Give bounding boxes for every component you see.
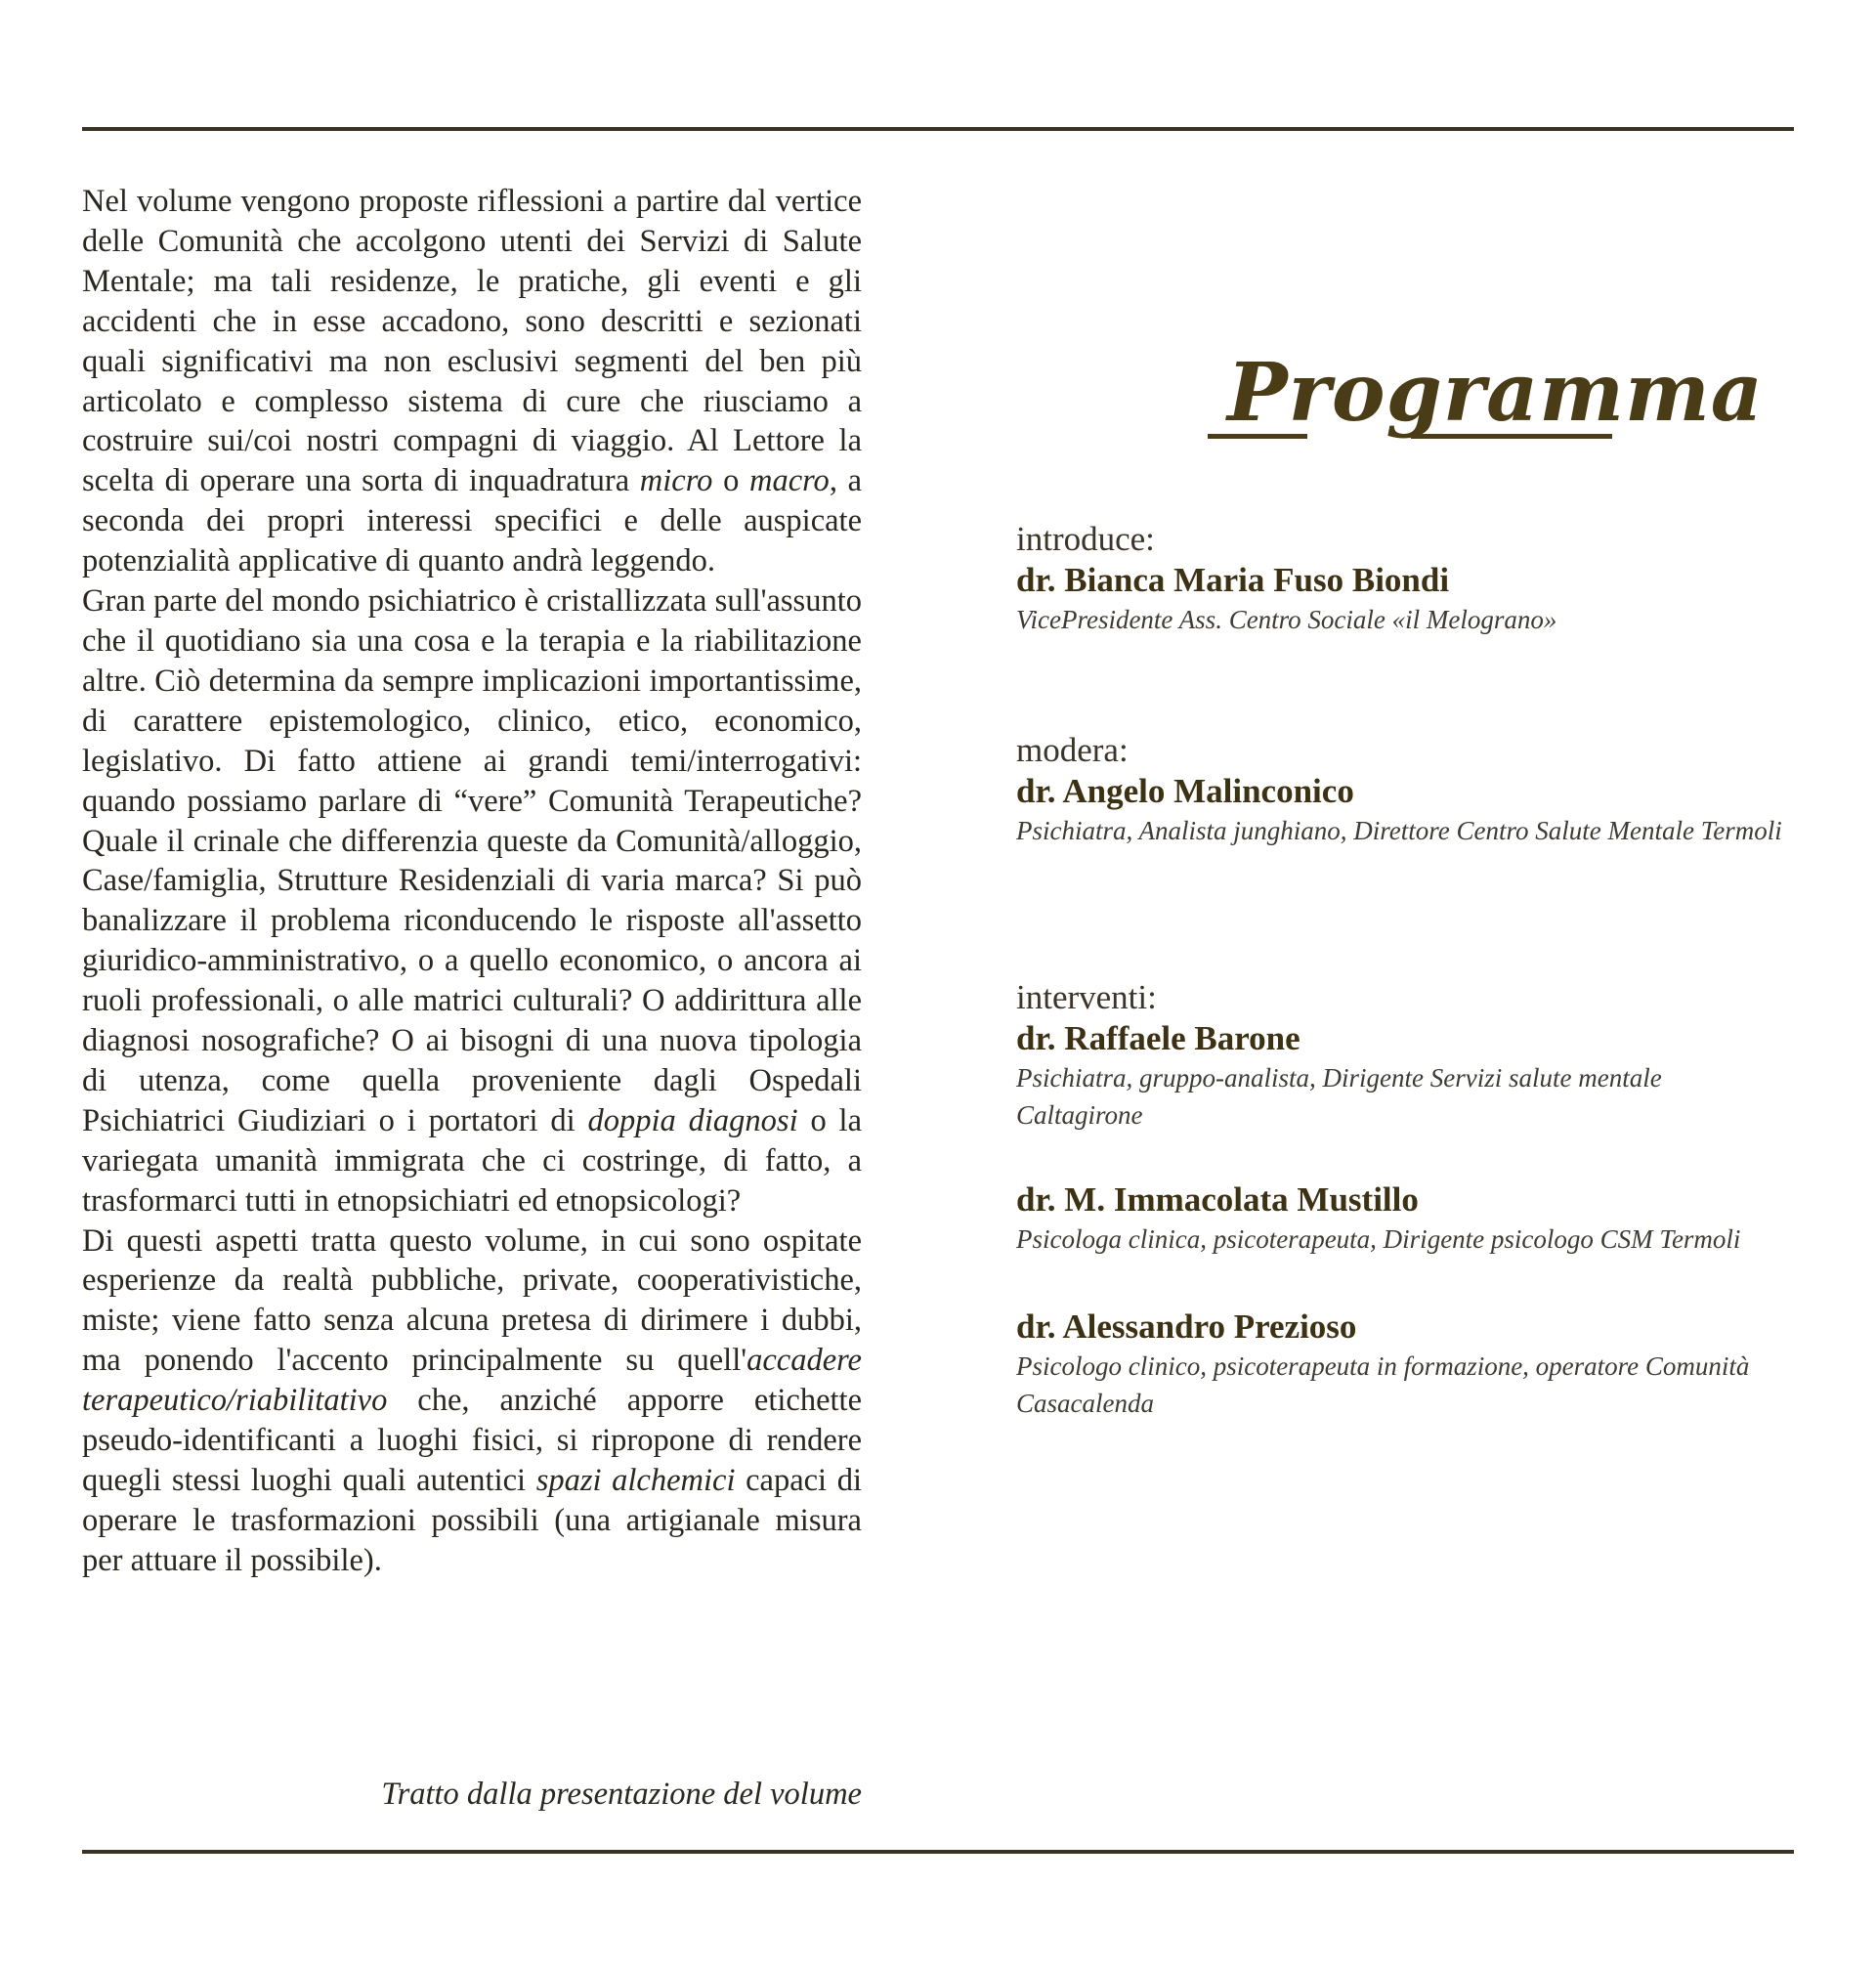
paragraph-1 <box>82 182 862 581</box>
speaker-name: dr. Alessandro Prezioso <box>1016 1307 1357 1346</box>
italic-accadere: accadere terapeutico/riabilitativo <box>82 1343 862 1419</box>
speaker-affiliation: Psichiatra, Analista junghiano, Direttore Centro Salute Mentale Termoli <box>1016 816 1782 845</box>
paragraph-1-text-o: o <box>712 463 749 499</box>
role-label: interventi: <box>1016 978 1157 1016</box>
section-modera <box>1016 730 1788 849</box>
programma-heading <box>1208 344 1764 451</box>
section-interventi <box>1016 977 1788 1134</box>
speaker-block-mustillo <box>1016 1179 1788 1258</box>
paragraph-2-text-b: o la variegata umanità immigrata che ci costringe, di fatto, a trasformarci tutti in etnopsichiatri ed etnopsicologi? <box>82 1102 862 1219</box>
bottom-divider <box>82 1850 1794 1854</box>
source-note: Tratto dalla presentazione del volume <box>381 1777 862 1812</box>
paragraph-2 <box>82 581 862 1221</box>
role-label: modera: <box>1016 731 1129 769</box>
speaker-name: dr. Angelo Malinconico <box>1016 772 1354 810</box>
speaker-affiliation: VicePresidente Ass. Centro Sociale «il Melograno» <box>1016 605 1557 634</box>
speaker-affiliation: Psicologa clinica, psicoterapeuta, Dirigente psicologo CSM Termoli <box>1016 1224 1741 1254</box>
italic-doppia-diagnosi: doppia diagnosi <box>587 1102 798 1138</box>
paragraph-3-text-a: Di questi aspetti tratta questo volume, in cui sono ospitate esperienze da realtà pubbliche, private, cooperativistiche, miste; viene fatto senza alcuna pretesa di dirimere i dubbi, ma ponendo l'accento principalmente su quell' <box>82 1222 862 1379</box>
italic-macro: macro <box>748 463 830 499</box>
paragraph-3-text-c: capaci di operare le trasformazioni possibili (una artigianale misura per attuare il possibile). <box>82 1463 862 1578</box>
paragraph-1-text-b: , a seconda dei propri interessi specifici e delle auspicate potenzialità applicative di quanto andrà leggendo. <box>82 463 863 579</box>
italic-spazi-alchemici: spazi alchemici <box>535 1463 736 1498</box>
programma-title: Programma <box>1227 346 1764 440</box>
paragraph-1-text-a: Nel volume vengono proposte riflessioni a partire dal vertice delle Comunità che accolgono utenti dei Servizi di Salute Mentale; ma tali residenze, le pratiche, gli eventi e gli accidenti che in esse accadono, sono descritti e sezionati quali significativi ma non esclusivi segmenti del ben più articolato e complesso sistema di cure che riusciamo a costruire sui/coi nostri compagni di viaggio. Al Lettore la scelta di operare una sorta di inquadratura <box>82 184 862 499</box>
role-label: introduce: <box>1016 520 1155 558</box>
paragraph-2-text-a: Gran parte del mondo psichiatrico è cristallizzata sull'assunto che il quotidiano sia una cosa e la terapia e la riabilitazione altre. Ciò determina da sempre implicazioni importantissime, di carattere epistemologico, clinico, etico, economico, legislativo. Di fatto attiene ai grandi temi/interrogativi: quando possiamo parlare di “vere” Comunità Terapeutiche? Quale il crinale che differenzia queste da Comunità/alloggio, Case/famiglia, Strutture Residenziali di varia marca? Si può banalizzare il problema riconducendo le risposte all'assetto giuridico-amministrativo, o a quello economico, o ancora ai ruoli professionali, o alle matrici culturali? O addirittura alle diagnosi nosografiche? O ai bisogni di una nuova tipologia di utenza, come quella proveniente dagli Ospedali Psichiatrici Giudiziari o i portatori di <box>82 583 862 1138</box>
speaker-block-prezioso <box>1016 1307 1788 1422</box>
section-introduce <box>1016 519 1788 638</box>
top-divider <box>82 127 1794 131</box>
speaker-name: dr. Raffaele Barone <box>1016 1019 1300 1057</box>
speaker-affiliation: Psicologo clinico, psicoterapeuta in formazione, operatore Comunità Casacalenda <box>1016 1351 1750 1418</box>
presentation-text <box>82 182 862 1581</box>
paragraph-3 <box>82 1221 862 1581</box>
speaker-affiliation: Psichiatra, gruppo-analista, Dirigente Servizi salute mentale Caltagirone <box>1016 1063 1662 1130</box>
paragraph-3-text-b: che, anziché apporre etichette pseudo-identificanti a luoghi fisici, si ripropone di rendere quegli stessi luoghi quali autentici <box>82 1383 862 1498</box>
speaker-name: dr. M. Immacolata Mustillo <box>1016 1180 1419 1219</box>
speaker-name: dr. Bianca Maria Fuso Biondi <box>1016 561 1450 599</box>
italic-micro: micro <box>639 463 713 499</box>
